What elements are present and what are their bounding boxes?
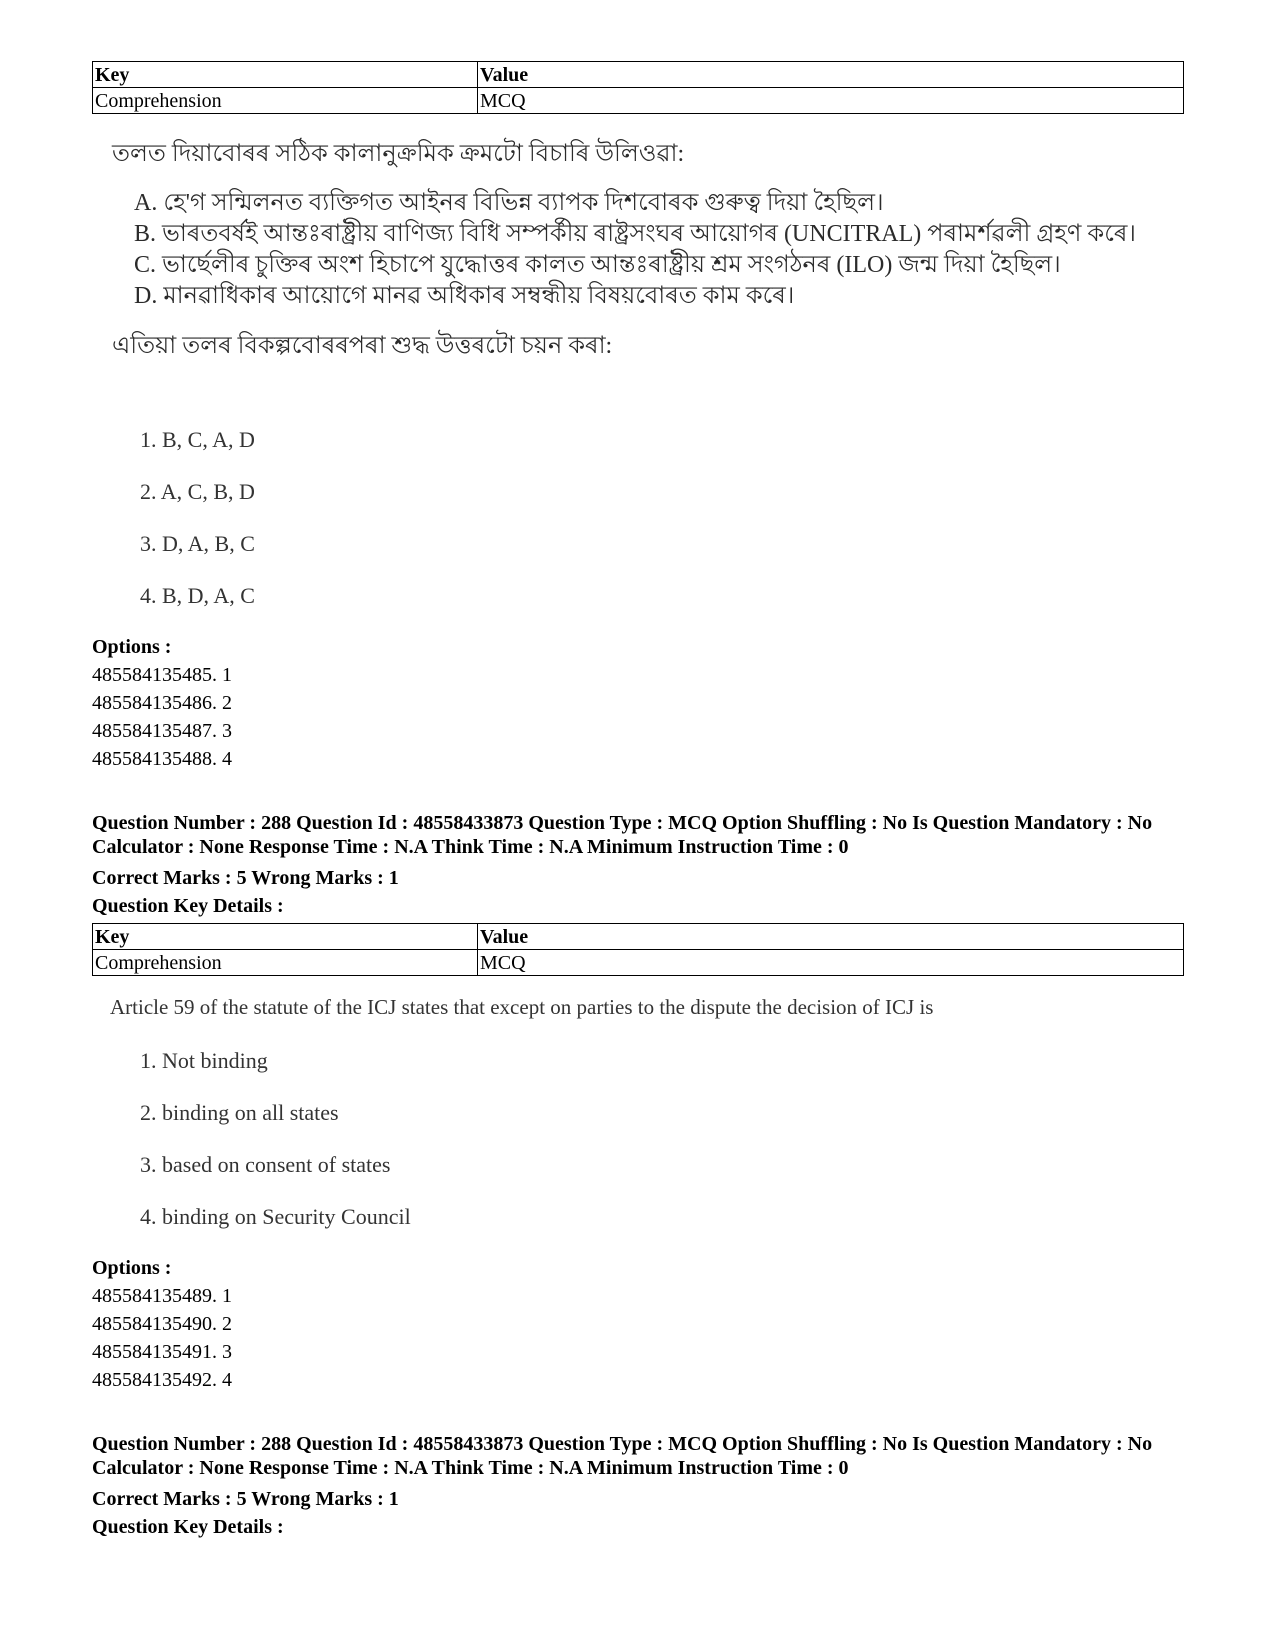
options-label: Options : xyxy=(92,1257,172,1279)
option-id: 485584135488. 4 xyxy=(92,748,232,770)
statement-c: C. ভাৰ্ছেলীৰ চুক্তিৰ অংশ হিচাপে যুদ্ধোত্তৰ কালত আন্তঃৰাষ্ট্ৰীয় শ্ৰম সংগঠনৰ (ILO) জন্ম দিয়া হৈছিল। xyxy=(134,252,1061,278)
question-stem: তলত দিয়াবোৰৰ সঠিক কালানুক্ৰমিক ক্ৰমটো বিচাৰি উলিওৱা: xyxy=(112,141,685,167)
choice-2: 2. binding on all states xyxy=(140,1100,339,1125)
question-meta: Question Number : 288 Question Id : 48558433873 Question Type : MCQ Option Shuffling : No Is Question Mandatory : No Calculator : None Response Time : N.A Think Time : N.A Minimum Instruction Time : 0 xyxy=(92,1433,1153,1479)
statement-a: A. হে'গ সন্মিলনত ব্যক্তিগত আইনৰ বিভিন্ন ব্যাপক দিশবোৰক গুৰুত্ব দিয়া হৈছিল। xyxy=(134,190,884,216)
question-stem: Article 59 of the statute of the ICJ states that except on parties to the dispute the decision of ICJ is xyxy=(110,995,934,1019)
statement-b: B. ভাৰতবৰ্ষই আন্তঃৰাষ্ট্ৰীয় বাণিজ্য বিধি সম্পৰ্কীয় ৰাষ্ট্ৰসংঘৰ আয়োগৰ (UNCITRAL) পৰামৰ্শৱলী গ্ৰহণ কৰে। xyxy=(134,221,1136,247)
option-id: 485584135486. 2 xyxy=(92,692,232,714)
option-id: 485584135489. 1 xyxy=(92,1285,232,1307)
options-label: Options : xyxy=(92,636,172,658)
key-header: Key xyxy=(93,62,478,88)
choice-1: 1. B, C, A, D xyxy=(140,427,255,452)
choice-2: 2. A, C, B, D xyxy=(140,479,255,504)
option-id: 485584135491. 3 xyxy=(92,1341,232,1363)
choice-4: 4. B, D, A, C xyxy=(140,583,255,608)
choice-1: 1. Not binding xyxy=(140,1048,268,1073)
option-id: 485584135492. 4 xyxy=(92,1369,232,1391)
table-row xyxy=(93,950,1184,976)
table-header-row xyxy=(93,62,1184,88)
value-cell: MCQ xyxy=(478,88,1184,114)
key-details-label: Question Key Details : xyxy=(92,895,284,917)
key-cell: Comprehension xyxy=(93,950,478,976)
key-header: Key xyxy=(93,924,478,950)
key-cell: Comprehension xyxy=(93,88,478,114)
question-image-text xyxy=(112,138,1192,362)
statement-d: D. মানৱাধিকাৰ আয়োগে মানৱ অধিকাৰ সম্বন্ধীয় বিষয়বোৰত কাম কৰে। xyxy=(134,283,795,309)
question-key-table xyxy=(92,61,1184,114)
choice-4: 4. binding on Security Council xyxy=(140,1204,411,1229)
key-details-label: Question Key Details : xyxy=(92,1516,284,1538)
value-header: Value xyxy=(478,924,1184,950)
option-id: 485584135487. 3 xyxy=(92,720,232,742)
question-instruction: এতিয়া তলৰ বিকল্পবোৰৰপৰা শুদ্ধ উত্তৰটো চয়ন কৰা: xyxy=(112,333,613,359)
table-row xyxy=(93,88,1184,114)
choice-3: 3. based on consent of states xyxy=(140,1152,391,1177)
option-id: 485584135485. 1 xyxy=(92,664,232,686)
option-id: 485584135490. 2 xyxy=(92,1313,232,1335)
question-key-table xyxy=(92,923,1184,976)
table-header-row xyxy=(93,924,1184,950)
marks-line: Correct Marks : 5 Wrong Marks : 1 xyxy=(92,1488,399,1510)
question-meta: Question Number : 288 Question Id : 48558433873 Question Type : MCQ Option Shuffling : No Is Question Mandatory : No Calculator : None Response Time : N.A Think Time : N.A Minimum Instruction Time : 0 xyxy=(92,812,1153,858)
choice-3: 3. D, A, B, C xyxy=(140,531,255,556)
value-cell: MCQ xyxy=(478,950,1184,976)
value-header: Value xyxy=(478,62,1184,88)
marks-line: Correct Marks : 5 Wrong Marks : 1 xyxy=(92,867,399,889)
